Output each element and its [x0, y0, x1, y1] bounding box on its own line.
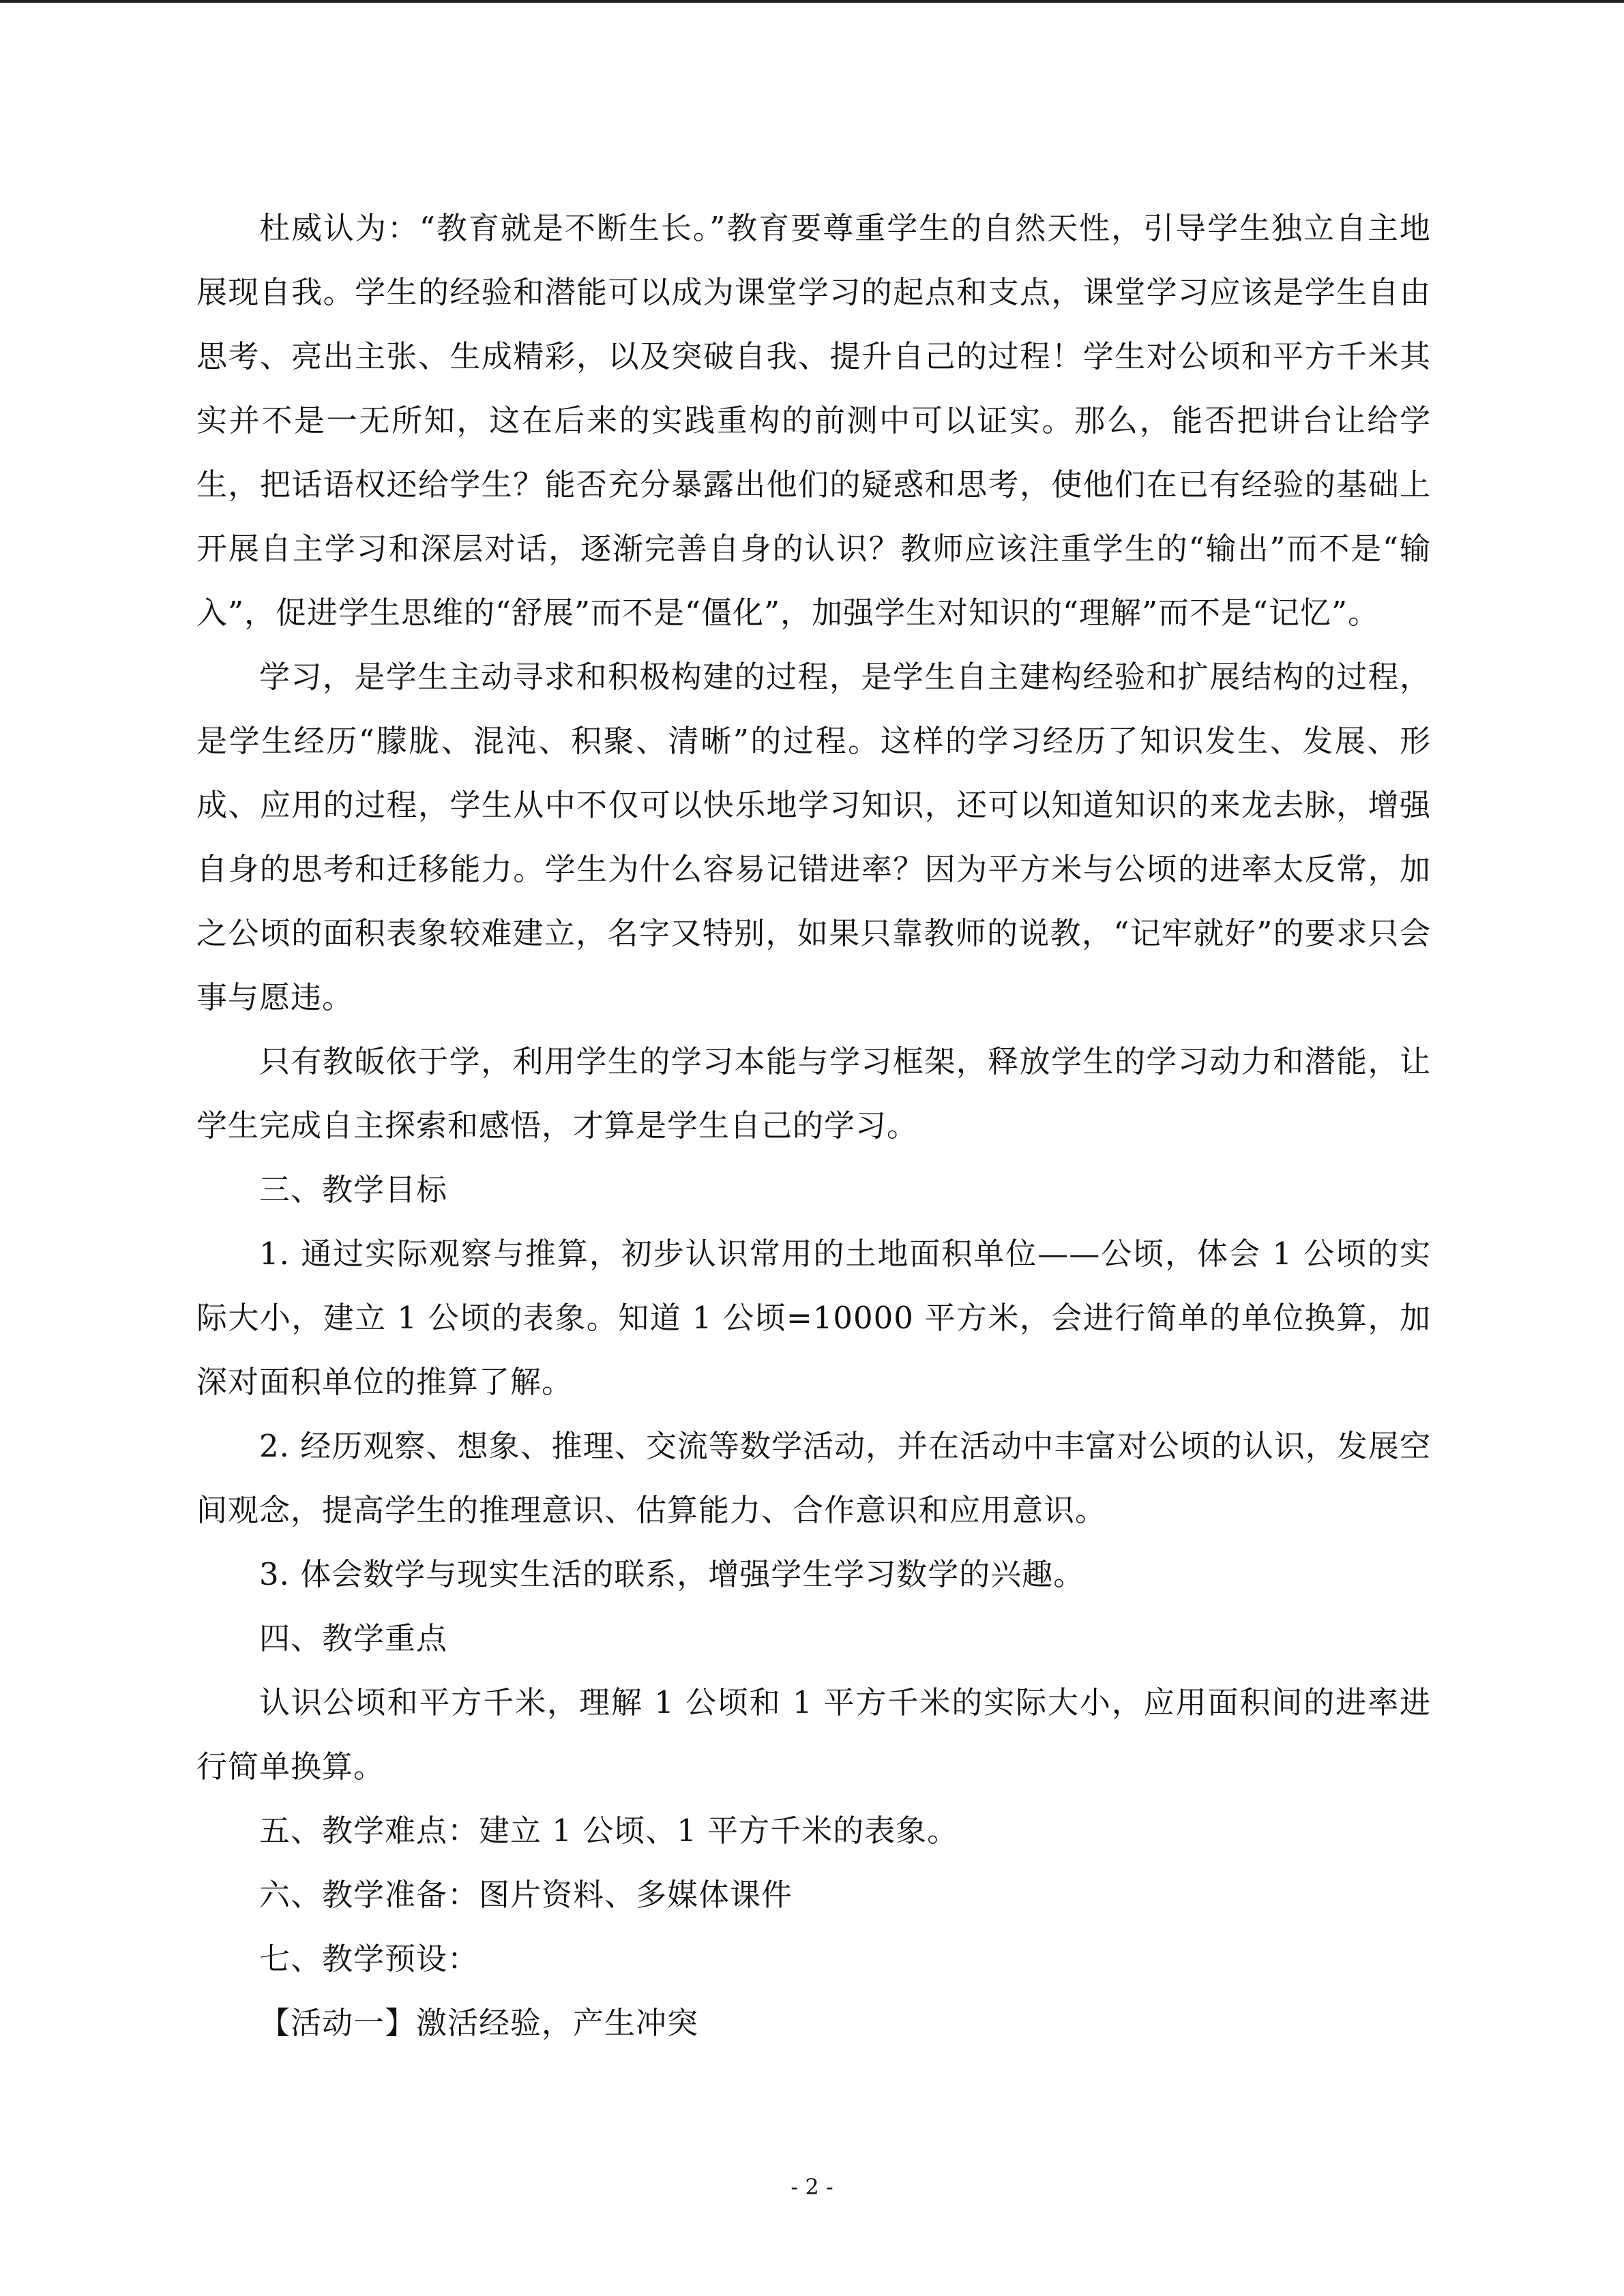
heading-teaching-design: 七、教学预设：: [259, 1941, 479, 1977]
paragraph-teaching-for-learning: 只有教皈依于学，利用学生的学习本能与学习框架，释放学生的学习动力和潜能，让学生完成自主探索和感悟，才算是学生自己的学习。: [196, 1043, 1431, 1144]
heading-teaching-difficulties: 五、教学难点：建立 1 公顷、1 平方千米的表象。: [259, 1813, 959, 1849]
key-points-text: 认识公顷和平方千米，理解 1 公顷和 1 平方千米的实际大小，应用面积间的进率进行简单换算。: [196, 1684, 1431, 1785]
top-border-line: [0, 0, 1624, 3]
heading-teaching-objectives: 三、教学目标: [259, 1172, 448, 1208]
document-body: [196, 196, 1431, 2055]
objective-2: 2. 经历观察、想象、推理、交流等数学活动，并在活动中丰富对公顷的认识，发展空间观念，提高学生的推理意识、估算能力、合作意识和应用意识。: [196, 1428, 1431, 1528]
activity-one-title: 【活动一】激活经验，产生冲突: [259, 2005, 699, 2041]
objective-1: 1. 通过实际观察与推算，初步认识常用的土地面积单位——公顷，体会 1 公顷的实际大小，建立 1 公顷的表象。知道 1 公顷=10000 平方米，会进行简单的单位换算，加深对面积单位的推算了解。: [196, 1236, 1431, 1400]
objective-3: 3. 体会数学与现实生活的联系，增强学生学习数学的兴趣。: [259, 1556, 1085, 1592]
paragraph-dewey: 杜威认为：“教育就是不断生长。”教育要尊重学生的自然天性，引导学生独立自主地展现自我。学生的经验和潜能可以成为课堂学习的起点和支点，课堂学习应该是学生自由思考、亮出主张、生成精彩，以及突破自我、提升自己的过程！学生对公顷和平方千米其实并不是一无所知，这在后来的实践重构的前测中可以证实。那么，能否把讲台让给学生，把话语权还给学生？能否充分暴露出他们的疑惑和思考，使他们在已有经验的基础上开展自主学习和深层对话，逐渐完善自身的认识？教师应该注重学生的“输出”而不是“输入”，促进学生思维的“舒展”而不是“僵化”，加强学生对知识的“理解”而不是“记忆”。: [196, 210, 1431, 631]
page-number: - 2 -: [791, 2174, 833, 2200]
heading-teaching-key-points: 四、教学重点: [259, 1620, 448, 1656]
paragraph-learning-process: 学习，是学生主动寻求和积极构建的过程，是学生自主建构经验和扩展结构的过程，是学生经历“朦胧、混沌、积聚、清晰”的过程。这样的学习经历了知识发生、发展、形成、应用的过程，学生从中不仅可以快乐地学习知识，还可以知道知识的来龙去脉，增强自身的思考和迁移能力。学生为什么容易记错进率？因为平方米与公顷的进率太反常，加之公顷的面积表象较难建立，名字又特别，如果只靠教师的说教，“记牢就好”的要求只会事与愿违。: [196, 659, 1431, 1015]
heading-teaching-preparation: 六、教学准备：图片资料、多媒体课件: [259, 1877, 793, 1913]
